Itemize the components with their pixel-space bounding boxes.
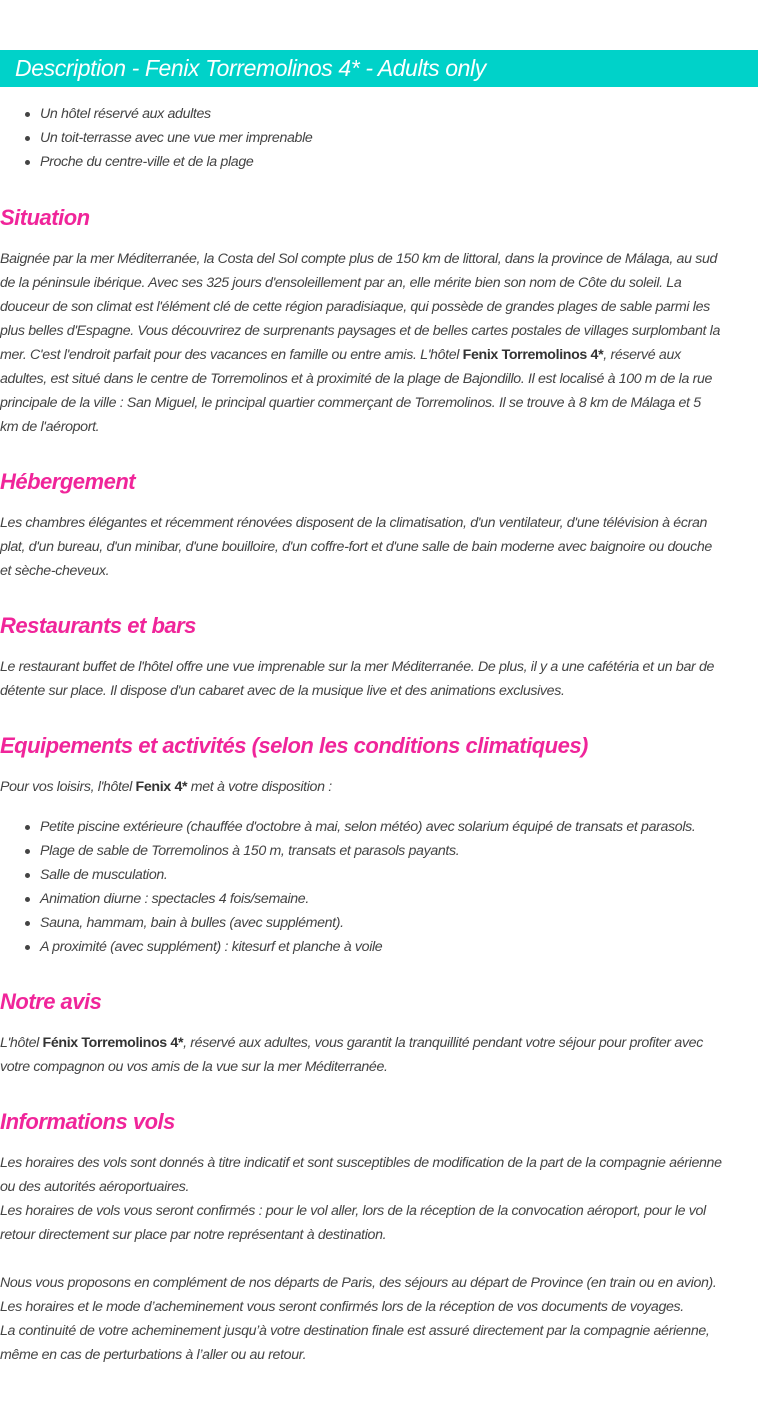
vols-text-2: Nous vous proposons en complément de nos départs de Paris, des séjours au départ de Province (en train ou en avion). Les horaires et le mode d’acheminement vous seront confirmés lors de la réception de vos documents de voyages. La continuité de votre acheminement jusqu’à votre destination finale est assuré directement par la compagnie aérienne, même en cas de perturbations à l’aller ou au retour. [0,1275,717,1363]
hotel-name-bold: Fénix Torremolinos 4* [42,1035,184,1051]
page-title: Description - Fenix Torremolinos 4* - Adults only [15,55,486,81]
section-heading-vols: Informations vols [0,1109,175,1134]
restaurants-text: Le restaurant buffet de l'hôtel offre une vue imprenable sur la mer Méditerranée. De plus, il y a une cafétéria et un bar de détente sur place. Il dispose d'un cabaret avec de la musique live et des animations exclusives. [0,659,715,699]
bullet-icon [25,136,30,141]
section-heading-equipements: Equipements et activités (selon les conditions climatiques) [0,733,588,758]
bullet-icon [25,825,30,830]
bullet-icon [25,921,30,926]
section-heading-avis: Notre avis [0,989,102,1014]
section-heading-situation: Situation [0,205,90,230]
bullet-icon [25,945,30,950]
list-item: Un hôtel réservé aux adultes [0,102,758,126]
hotel-name-bold: Fenix 4* [135,779,188,795]
highlights-list [0,102,758,174]
hebergement-text: Les chambres élégantes et récemment rénovées disposent de la climatisation, d'un ventilateur, d'une télévision à écran plat, d'un bureau, d'un minibar, d'une bouilloire, d'un coffre-fort et d'une salle de bain moderne avec baignoire ou douche et sèche-cheveux. [0,515,712,579]
bullet-icon [25,873,30,878]
list-item: Un toit-terrasse avec une vue mer imprenable [0,126,758,150]
section-heading-hebergement: Hébergement [0,469,136,494]
list-item: Plage de sable de Torremolinos à 150 m, transats et parasols payants. [0,839,758,863]
bullet-icon [25,849,30,854]
list-item: Petite piscine extérieure (chauffée d'octobre à mai, selon météo) avec solarium équipé de transats et parasols. [0,815,758,839]
description-title-bar [0,50,758,87]
bullet-icon [25,160,30,165]
avis-text: L'hôtel Fénix Torremolinos 4*, réservé aux adultes, vous garantit la tranquillité pendant votre séjour pour profiter avec votre compagnon ou vos amis de la vue sur la mer Méditerranée. [0,1035,703,1075]
equipements-intro: Pour vos loisirs, l'hôtel Fenix 4* met à votre disposition : [0,779,332,795]
hotel-name-bold: Fenix Torremolinos 4* [462,347,604,363]
bullet-icon [25,897,30,902]
list-item: Animation diurne : spectacles 4 fois/semaine. [0,887,758,911]
situation-text: Baignée par la mer Méditerranée, la Costa del Sol compte plus de 150 km de littoral, dans la province de Málaga, au sud de la péninsule ibérique. Avec ses 325 jours d'ensoleillement par an, elle mérite bien son nom de Côte du soleil. La douceur de son climat est l'élément clé de cette région paradisiaque, qui possède de grandes plages de sable parmi les plus belles d'Espagne. Vous découvrirez de surprenants paysages et de belles cartes postales de villages surplombant la mer. C'est l'endroit parfait pour des vacances en famille ou entre amis. L'hôtel Fenix Torremolinos 4*, réservé aux adultes, est situé dans le centre de Torremolinos et à proximité de la plage de Bajondillo. Il est localisé à 100 m de la rue principale de la ville : San Miguel, le principal quartier commerçant de Torremolinos. Il se trouve à 8 km de Málaga et 5 km de l'aéroport. [0,251,721,435]
list-item: Proche du centre-ville et de la plage [0,150,758,174]
section-heading-restaurants: Restaurants et bars [0,613,196,638]
bullet-icon [25,112,30,117]
list-item: A proximité (avec supplément) : kitesurf et planche à voile [0,935,758,959]
list-item: Salle de musculation. [0,863,758,887]
equipements-list [0,815,758,959]
vols-text-1: Les horaires des vols sont donnés à titre indicatif et sont susceptibles de modification de la part de la compagnie aérienne ou des autorités aéroportuaires. Les horaires de vols vous seront confirmés : pour le vol aller, lors de la réception de la convocation aéroport, pour le vol retour directement sur place par notre représentant à destination. [0,1155,722,1243]
list-item: Sauna, hammam, bain à bulles (avec supplément). [0,911,758,935]
